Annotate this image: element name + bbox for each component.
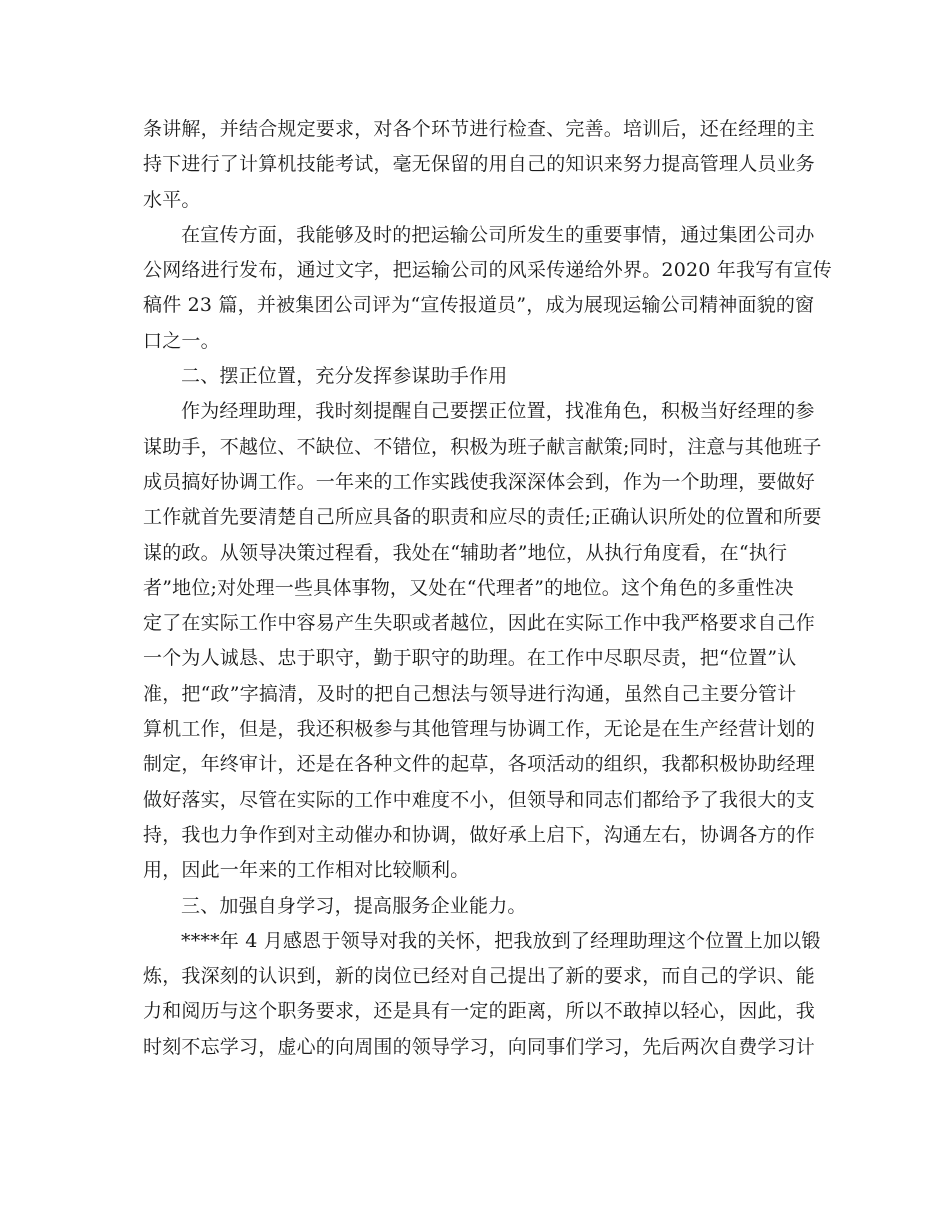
text-line: 者”地位;对处理一些具体事物，又处在“代理者”的地位。这个角色的多重性决 [143,576,794,599]
text-line: 时刻不忘学习，虚心的向周围的领导学习，向同事们学习，先后两次自费学习计 [143,1035,816,1058]
text-line: 稿件 23 篇，并被集团公司评为“宣传报道员”，成为展现运输公司精神面貌的窗 [143,294,815,317]
text-line: 在宣传方面，我能够及时的把运输公司所发生的重要事情，通过集团公司办 [181,223,815,246]
document-body [143,112,832,1065]
text-line: 制定，年终审计，还是在各种文件的起草，各项活动的组织，我都积极协助经理 [143,753,816,776]
text-line: 工作就首先要清楚自己所应具备的职责和应尽的责任;正确认识所处的位置和所要 [143,506,822,529]
text-line: 定了在实际工作中容易产生失职或者越位，因此在实际工作中我严格要求自己作 [143,612,816,635]
text-line: 用，因此一年来的工作相对比较顺利。 [143,859,470,882]
text-line: 成员搞好协调工作。一年来的工作实践使我深深体会到，作为一个助理，要做好 [143,470,816,493]
text-line: 力和阅历与这个职务要求，还是具有一定的距离，所以不敢掉以轻心，因此，我 [143,1000,816,1023]
text-line: 持，我也力争作到对主动催办和协调，做好承上启下，沟通左右，协调各方的作 [143,823,816,846]
text-line: 作为经理助理，我时刻提醒自己要摆正位置，找准角色，积极当好经理的参 [181,400,815,423]
text-line: 条讲解，并结合规定要求，对各个环节进行检查、完善。培训后，还在经理的主 [143,118,816,140]
text-line: 算机工作，但是，我还积极参与其他管理与协调工作，无论是在生产经营计划的 [143,718,816,741]
text-line: 做好落实，尽管在实际的工作中难度不小，但领导和同志们都给予了我很大的支 [143,788,816,811]
text-line: 准，把“政”字搞清，及时的把自己想法与领导进行沟通，虽然自己主要分管计 [143,682,797,705]
text-line: 谋助手，不越位、不缺位、不错位，积极为班子献言献策;同时，注意与其他班子 [143,435,822,458]
text-line: 二、摆正位置，充分发挥参谋助手作用 [181,365,508,388]
text-line: 三、加强自身学习，提高服务企业能力。 [181,894,527,917]
text-line: 水平。 [143,188,201,211]
text-line: ****年 4 月感恩于领导对我的关怀，把我放到了经理助理这个位置上加以锻 [181,929,821,952]
text-line: 谋的政。从领导决策过程看，我处在“辅助者”地位，从执行角度看，在“执行 [143,541,788,564]
text-line: 一个为人诚恳、忠于职守，勤于职守的助理。在工作中尽职尽责，把“位置”认 [143,647,797,670]
text-line: 炼，我深刻的认识到，新的岗位已经对自己提出了新的要求，而自己的学识、能 [143,965,816,988]
text-line: 口之一。 [143,329,220,352]
text-line: 持下进行了计算机技能考试，毫无保留的用自己的知识来努力提高管理人员业务 [143,153,816,176]
text-line: 公网络进行发布，通过文字，把运输公司的风采传递给外界。2020 年我写有宣传 [143,259,832,282]
